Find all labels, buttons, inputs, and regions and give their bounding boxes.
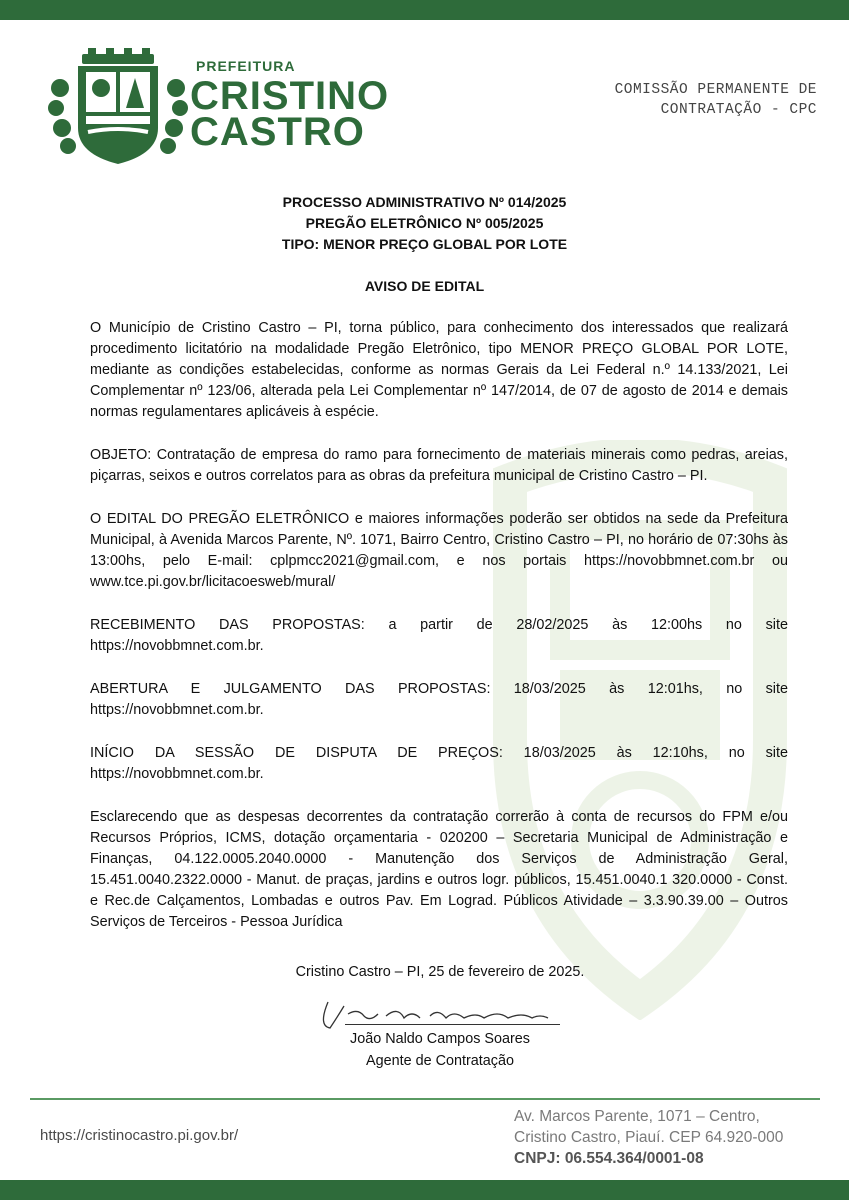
prefeitura-label: PREFEITURA [196,58,296,74]
processo-heading: PROCESSO ADMINISTRATIVO Nº 014/2025 [282,194,567,210]
commission-label [615,80,817,120]
document-body [90,318,788,955]
city-name-line2: CASTRO [190,110,365,154]
pregao-heading: PREGÃO ELETRÔNICO Nº 005/2025 [305,215,544,231]
signer-role: Agente de Contratação [365,1053,514,1069]
recebimento-paragraph [90,615,788,657]
footer-divider [30,1098,820,1100]
objeto-paragraph: OBJETO: Contratação de empresa do ramo para fornecimento de materiais minerais como pedras, areias, piçarras, seixos e outros correlatos para as obras da prefeitura municipal de Cristino Castro – PI. [90,447,788,484]
bottom-green-bar [0,1180,849,1200]
top-green-bar [0,0,849,20]
city-name [190,74,390,154]
inicio-paragraph [90,743,788,785]
cnpj-text: CNPJ: 06.554.364/0001-08 [514,1150,704,1167]
abertura-line2: https://novobbmnet.com.br. [90,702,264,718]
signer-name: João Naldo Campos Soares [350,1031,530,1047]
intro-paragraph: O Município de Cristino Castro – PI, torna público, para conhecimento dos interessados que realizará procedimento licitatório na modalidade Pregão Eletrônico, tipo MENOR PREÇO GLOBAL POR LOTE, mediante as condições estabelecidas, conforme as normas Gerais da Lei Federal n.º 14.133/2021, Lei Complementar nº 123/06, alterada pela Lei Complementar nº 147/2014, de 07 de agosto de 2014 e demais normas regulamentares aplicáveis à espécie. [90,320,788,420]
website-link[interactable]: https://cristinocastro.pi.gov.br/ [40,1127,239,1144]
document-headings [0,192,849,255]
despesas-paragraph: Esclarecendo que as despesas decorrentes da contratação correrão à conta de recursos do FPM e/ou Recursos Próprios, ICMS, dotação orçamentaria - 020200 – Secretaria Municipal de Administração e Finanças, 04.122.0005.2040.0000 - Manutenção dos Serviços de Administração Geral, 15.451.0040.2322.0000 - Manut. de praças, jardins e outros logr. públicos, 15.451.0040.1 320.0000 - Const. e Rec.de Calçamentos, Lombadas e outros Pav. Em Lograd. Públicos Atividade – 3.3.90.39.00 – Outros Serviços de Terceiros - Pessoa Jurídica [90,809,788,930]
handwritten-signature [308,996,558,1032]
commission-line1: COMISSÃO PERMANENTE DE [614,82,817,98]
footer-address [514,1106,783,1169]
inicio-line2: https://novobbmnet.com.br. [90,766,264,782]
signature-line [345,1024,560,1025]
edital-paragraph: O EDITAL DO PREGÃO ELETRÔNICO e maiores informações poderão ser obtidos na sede da Prefeitura Municipal, à Avenida Marcos Parente, Nº. 1071, Bairro Centro, Cristino Castro – PI, no horário de 07:30hs às 13:00hs, pelo E-mail: cplpmcc2021@gmail.com, e nos portais https://novobbmnet.com.br ou www.tce.pi.gov.br/licitacoesweb/mural/ [90,511,788,590]
abertura-line1: ABERTURA E JULGAMENTO DAS PROPOSTAS: 18/03/2025 às 12:01hs, no site [90,681,788,697]
address-line2: Cristino Castro, Piauí. CEP 64.920-000 [514,1129,784,1146]
signer-block [0,1028,849,1072]
inicio-line1: INÍCIO DA SESSÃO DE DISPUTA DE PREÇOS: 18/03/2025 às 12:10hs, no site [90,745,788,761]
recebimento-line1: RECEBIMENTO DAS PROPOSTAS: a partir de 28/02/2025 às 12:00hs no site [90,617,788,633]
address-line1: Av. Marcos Parente, 1071 – Centro, [514,1108,760,1125]
coat-of-arms-logo-icon [48,48,188,166]
tipo-heading: TIPO: MENOR PREÇO GLOBAL POR LOTE [281,236,568,252]
recebimento-line2: https://novobbmnet.com.br. [90,638,264,654]
aviso-heading: AVISO DE EDITAL [364,278,485,294]
abertura-paragraph [90,679,788,721]
city-name-line1: CRISTINO [190,74,390,118]
commission-line2: CONTRATAÇÃO - CPC [660,102,817,118]
place-date: Cristino Castro – PI, 25 de fevereiro de 2025. [295,964,585,980]
